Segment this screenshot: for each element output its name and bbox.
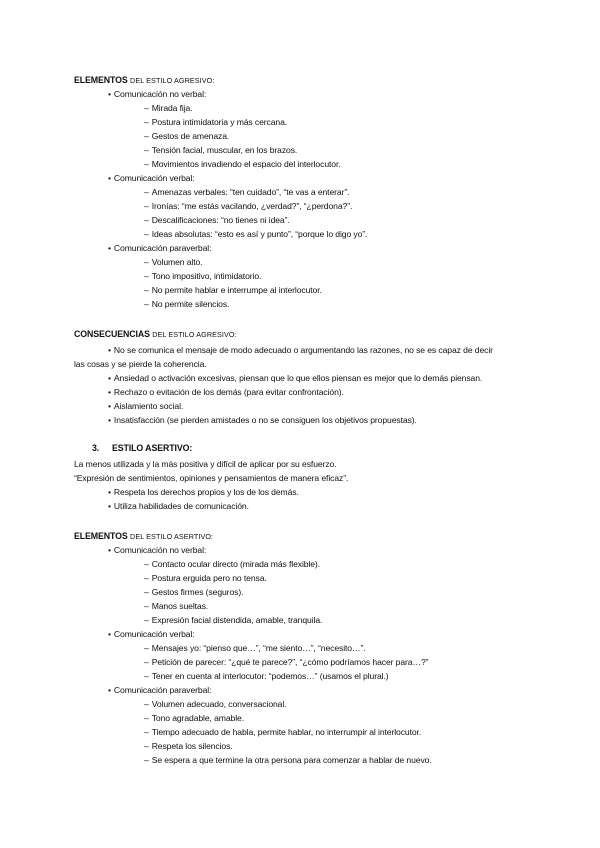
aggressive-consequences-heading: CONSECUENCIAS DEL ESTILO AGRESIVO:	[74, 329, 237, 339]
aggressive-paraverbal-label: • Comunicación paraverbal:	[108, 242, 211, 254]
aggressive-nonverbal-label: • Comunicación no verbal:	[108, 88, 206, 100]
list-item: – Gestos firmes (seguros).	[144, 586, 243, 598]
assertive-intro-1: La menos utilizada y la más positiva y difícil de aplicar por su esfuerzo.	[74, 459, 337, 469]
assertive-verbal-label: • Comunicación verbal:	[108, 628, 195, 640]
list-item: – Ironías: “me estás vacilando, ¿verdad?”, “¿perdona?”.	[144, 200, 352, 212]
list-item: – Expresión facial distendida, amable, tranquila.	[144, 614, 322, 626]
list-item: – Volumen alto.	[144, 256, 202, 268]
list-item: – Se espera a que termine la otra persona para comenzar a hablar de nuevo.	[144, 754, 432, 766]
list-item: • Ansiedad o activación excesivas, piensan que lo que ellos piensan es mejor que lo demás piensan.	[108, 372, 482, 384]
list-item: – Ideas absolutas: “esto es así y punto”, “porque lo digo yo”.	[144, 228, 367, 240]
list-item: – Movimientos invadiendo el espacio del interlocutor.	[144, 158, 341, 170]
list-item: • Rechazo o evitación de los demás (para evitar confrontación).	[108, 386, 344, 398]
list-item: • No se comunica el mensaje de modo adecuado o argumentando las razones, no se es capaz de decir	[108, 344, 493, 356]
aggressive-elements-heading: ELEMENTOS DEL ESTILO AGRESIVO:	[74, 75, 215, 85]
assertive-paraverbal-label: • Comunicación paraverbal:	[108, 684, 211, 696]
aggressive-verbal-label: • Comunicación verbal:	[108, 172, 195, 184]
list-item-continuation: las cosas y se pierde la coherencia.	[74, 359, 207, 369]
list-item: – Descalificaciones: “no tienes ni idea”.	[144, 214, 290, 226]
assertive-nonverbal-label: • Comunicación no verbal:	[108, 544, 206, 556]
list-item: – Tono agradable, amable.	[144, 712, 244, 724]
list-item: – Mensajes yo: “pienso que…”, “me siento…”, “necesito…”.	[144, 642, 366, 654]
list-item: – Tiempo adecuado de habla, permite hablar, no interrumpir al interlocutor.	[144, 726, 421, 738]
assertive-intro-2: “Expresión de sentimientos, opiniones y pensamientos de manera eficaz”.	[74, 473, 349, 483]
list-item: – Petición de parecer: “¿qué te parece?”, “¿cómo podríamos hacer para…?”	[144, 656, 428, 668]
list-item: • Insatisfacción (se pierden amistades o no se consiguen los objetivos propuestas).	[108, 414, 417, 426]
list-item: – No permite silencios.	[144, 298, 229, 310]
list-item: – Volumen adecuado, conversacional.	[144, 698, 286, 710]
list-item: – Postura erguida pero no tensa.	[144, 572, 267, 584]
assertive-elements-heading: ELEMENTOS DEL ESTILO ASERTIVO:	[74, 531, 214, 541]
list-item: • Utiliza habilidades de comunicación.	[108, 500, 249, 512]
list-item: – Contacto ocular directo (mirada más flexible).	[144, 558, 320, 570]
list-item: – Tensión facial, muscular, en los brazos.	[144, 144, 297, 156]
list-item: – Postura intimidatoria y más cercana.	[144, 116, 287, 128]
list-item: – Respeta los silencios.	[144, 740, 233, 752]
list-item: – Tono impositivo, intimidatorio.	[144, 270, 261, 282]
list-item: – Manos sueltas.	[144, 600, 208, 612]
list-item: – Amenazas verbales: “ten cuidado”, “te vas a enterar”.	[144, 186, 349, 198]
list-item: • Respeta los derechos propios y los de los demás.	[108, 486, 299, 498]
list-item: – Mirada fija.	[144, 102, 193, 114]
list-item: – No permite hablar e interrumpe al interlocutor.	[144, 284, 322, 296]
list-item: • Aislamiento social.	[108, 400, 183, 412]
list-item: – Gestos de amenaza.	[144, 130, 229, 142]
list-item: – Tener en cuenta al interlocutor: “podemos…” (usamos el plural.)	[144, 670, 389, 682]
assertive-section-title: 3. ESTILO ASERTIVO:	[92, 443, 193, 453]
